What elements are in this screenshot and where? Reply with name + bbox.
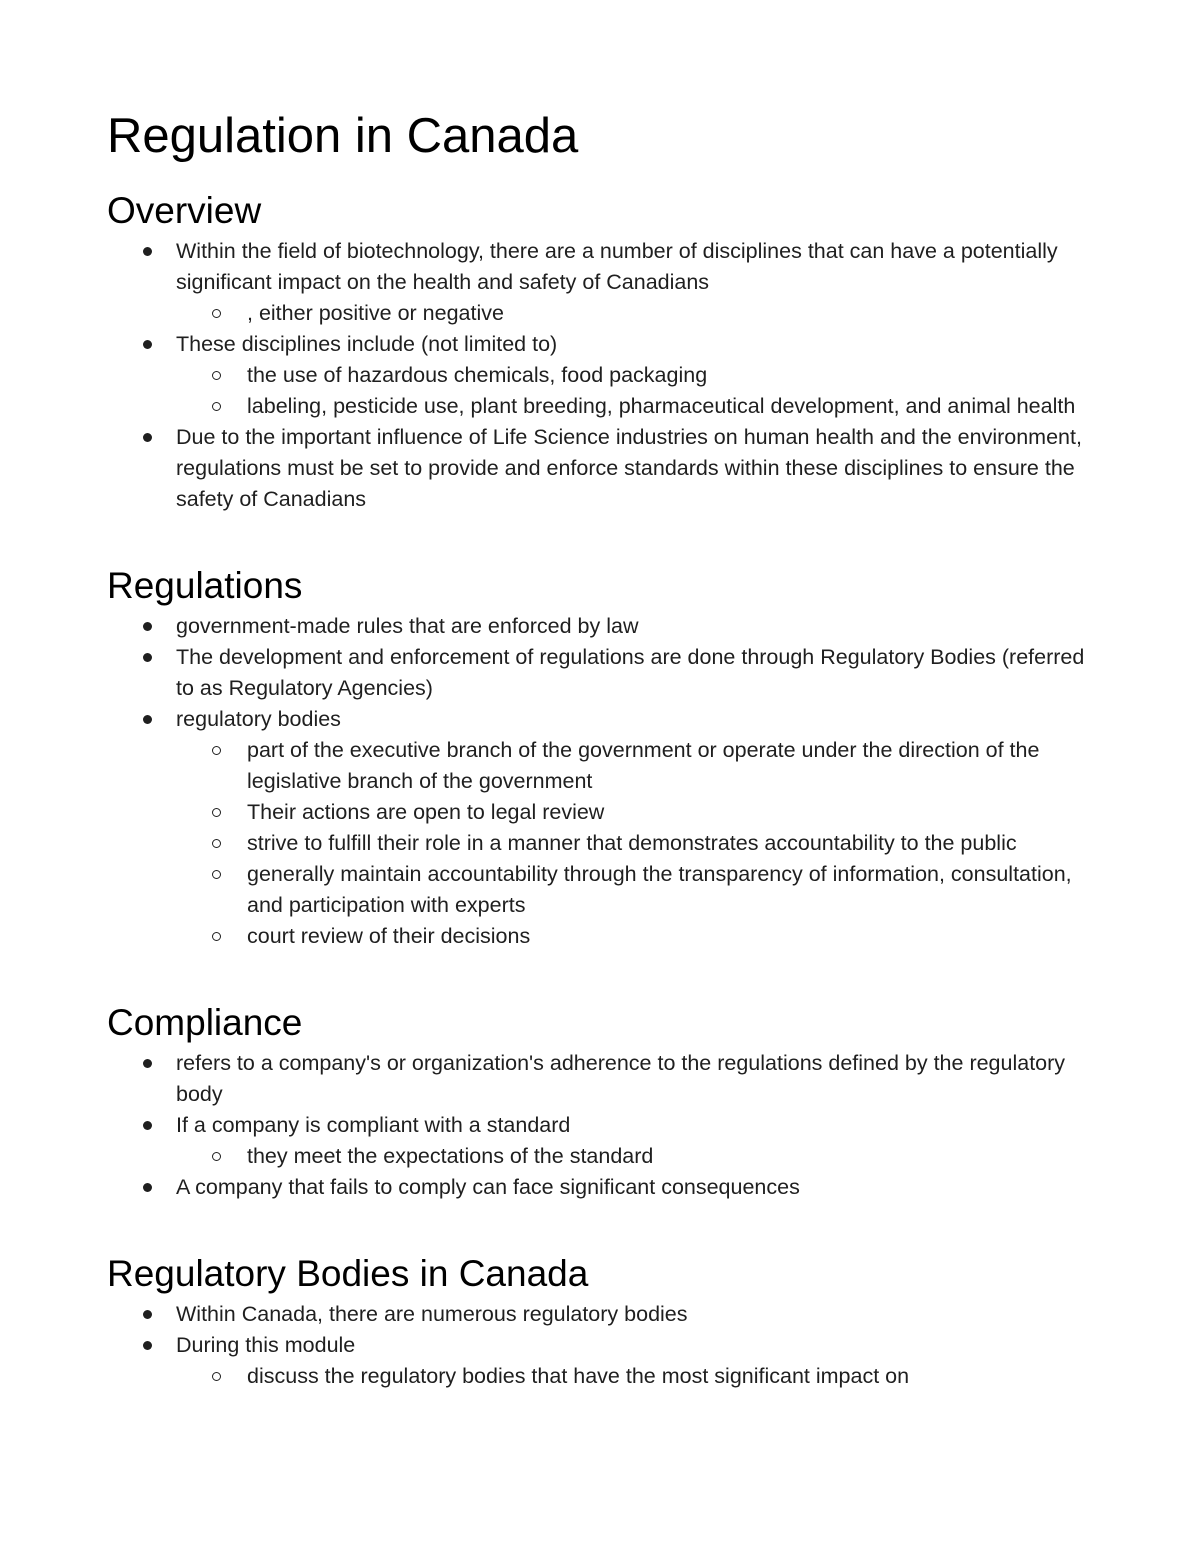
bullet-circle-icon (212, 746, 221, 755)
list-item (107, 422, 1107, 515)
sub-list-item-text: discuss the regulatory bodies that have the most significant impact on (247, 1364, 910, 1388)
list-item (107, 611, 1107, 642)
sub-list-item (176, 298, 1107, 329)
list-item (107, 1110, 1107, 1172)
section-heading: Regulatory Bodies in Canada (107, 1253, 589, 1294)
bullet-circle-icon (212, 1152, 221, 1161)
sub-list-item (176, 360, 1107, 391)
list-item-text: regulatory bodies (176, 707, 341, 731)
bullet-dot-icon (143, 1183, 152, 1192)
bullet-circle-icon (212, 870, 221, 879)
sub-list-item (176, 921, 1107, 952)
sub-list-item (176, 735, 1107, 797)
list-item (107, 1299, 1107, 1330)
sub-list (176, 1141, 1107, 1172)
list-item-text: government-made rules that are enforced by law (176, 614, 639, 638)
sub-list-item (176, 1361, 1107, 1392)
document-title: Regulation in Canada (107, 109, 579, 163)
bullet-circle-icon (212, 371, 221, 380)
bullet-dot-icon (143, 653, 152, 662)
sub-list-item-text: labeling, pesticide use, plant breeding, pharmaceutical development, and animal health (247, 394, 1076, 418)
sub-list (176, 1361, 1107, 1392)
list-item (107, 704, 1107, 952)
bullet-dot-icon (143, 715, 152, 724)
bullet-dot-icon (143, 1059, 152, 1068)
bullet-dot-icon (143, 1341, 152, 1350)
sub-list-item-text: part of the executive branch of the government or operate under the direction of the legislative branch of the government (247, 738, 1040, 793)
list-item (107, 329, 1107, 422)
bullet-circle-icon (212, 402, 221, 411)
list-item (107, 642, 1107, 704)
sub-list (176, 735, 1107, 952)
list-item (107, 1048, 1107, 1110)
sub-list-item-text: court review of their decisions (247, 924, 531, 948)
list-item-text: During this module (176, 1333, 356, 1357)
section-regulations (107, 563, 1107, 952)
list-item (107, 1172, 1107, 1203)
sub-list-item-text: the use of hazardous chemicals, food packaging (247, 363, 708, 387)
section-heading: Overview (107, 190, 262, 231)
list-item (107, 1330, 1107, 1392)
list-item-text: refers to a company's or organization's adherence to the regulations defined by the regulatory body (176, 1051, 1066, 1106)
section-compliance (107, 1000, 1107, 1203)
sub-list-item-text: , either positive or negative (247, 301, 504, 325)
document-page (107, 104, 1107, 1392)
list-item-text: Within Canada, there are numerous regulatory bodies (176, 1302, 688, 1326)
bullet-circle-icon (212, 932, 221, 941)
bullet-circle-icon (212, 309, 221, 318)
list-item-text: The development and enforcement of regulations are done through Regulatory Bodies (referred to as Regulatory Agencies) (176, 645, 1085, 700)
sub-list-item (176, 797, 1107, 828)
bullet-dot-icon (143, 622, 152, 631)
sub-list-item-text: generally maintain accountability through the transparency of information, consultation, and participation with experts (247, 862, 1072, 917)
bullet-circle-icon (212, 808, 221, 817)
sub-list (176, 298, 1107, 329)
section-overview (107, 188, 1107, 515)
section-regulatory-bodies (107, 1251, 1107, 1392)
list-item-text: Within the field of biotechnology, there are a number of disciplines that can have a potentially significant impact on the health and safety of Canadians (176, 239, 1058, 294)
sub-list-item (176, 391, 1107, 422)
list-item-text: If a company is compliant with a standard (176, 1113, 571, 1137)
bullet-list (107, 236, 1107, 515)
section-heading: Compliance (107, 1002, 303, 1043)
bullet-list (107, 1048, 1107, 1203)
bullet-circle-icon (212, 1372, 221, 1381)
list-item (107, 236, 1107, 329)
bullet-dot-icon (143, 433, 152, 442)
bullet-circle-icon (212, 839, 221, 848)
section-heading: Regulations (107, 565, 303, 606)
sub-list-item (176, 1141, 1107, 1172)
list-item-text: These disciplines include (not limited to) (176, 332, 558, 356)
bullet-dot-icon (143, 340, 152, 349)
bullet-list (107, 1299, 1107, 1392)
sub-list-item-text: Their actions are open to legal review (247, 800, 605, 824)
bullet-list (107, 611, 1107, 952)
list-item-text: A company that fails to comply can face significant consequences (176, 1175, 800, 1199)
bullet-dot-icon (143, 1310, 152, 1319)
sub-list-item (176, 828, 1107, 859)
sub-list-item (176, 859, 1107, 921)
bullet-dot-icon (143, 247, 152, 256)
sub-list (176, 360, 1107, 422)
sub-list-item-text: they meet the expectations of the standard (247, 1144, 654, 1168)
sub-list-item-text: strive to fulfill their role in a manner that demonstrates accountability to the public (247, 831, 1017, 855)
bullet-dot-icon (143, 1121, 152, 1130)
list-item-text: Due to the important influence of Life Science industries on human health and the environment, regulations must be set to provide and enforce standards within these disciplines to ensure the safety of Canadians (176, 425, 1082, 511)
